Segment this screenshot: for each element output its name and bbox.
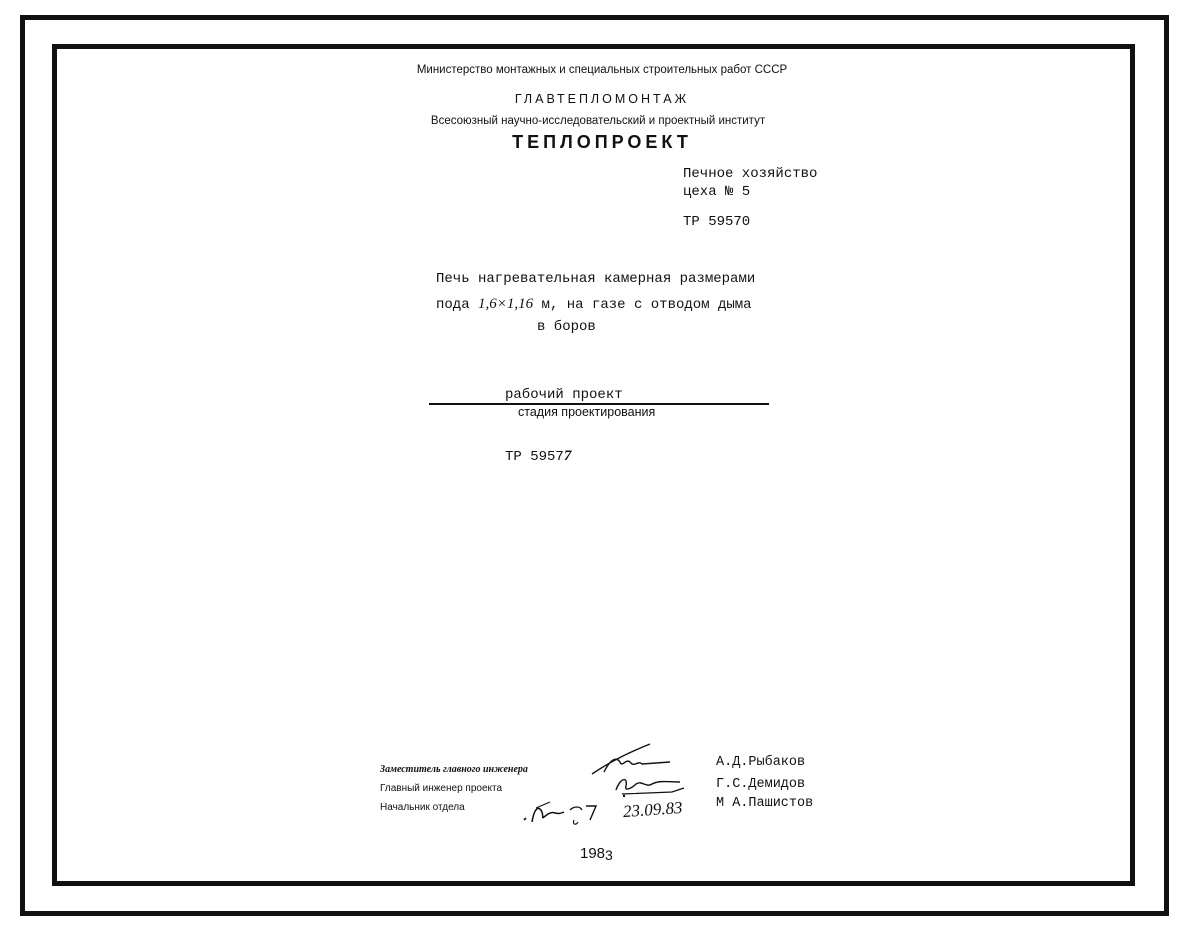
institute-name: ТЕПЛОПРОЕКТ bbox=[512, 132, 692, 152]
institute-description: Всесоюзный научно-исследовательский и проектный институт bbox=[430, 115, 766, 127]
title-line-2-suffix: м, на газе с отводом дыма bbox=[541, 297, 752, 313]
signature-demidov bbox=[612, 772, 692, 798]
name-demidov: Г.С.Демидов bbox=[716, 777, 806, 792]
role-deputy-chief-engineer: Заместитель главного инженера bbox=[380, 764, 528, 775]
role-department-head: Начальник отдела bbox=[380, 802, 465, 813]
title-line-2-prefix: пода bbox=[436, 297, 470, 313]
name-rybakov: А.Д.Рыбаков bbox=[716, 755, 806, 770]
year-suffix: 3 bbox=[605, 847, 613, 863]
album-code-digit: 7 bbox=[563, 448, 572, 464]
tp-code: ТР 59570 bbox=[683, 214, 751, 230]
ministry-line: Министерство монтажных и специальных строительных работ СССР bbox=[416, 64, 788, 76]
agency-line: ГЛАВТЕПЛОМОНТАЖ bbox=[514, 92, 690, 106]
year bbox=[580, 845, 613, 862]
album-code-prefix: ТР 5957 bbox=[505, 449, 564, 465]
stage-caption: стадия проектирования bbox=[518, 405, 656, 419]
hearth-size: 1,6×1,16 bbox=[478, 296, 534, 312]
name-pashistov: М А.Пашистов bbox=[716, 796, 814, 811]
facility-line-1: Печное хозяйство bbox=[683, 166, 818, 182]
stage-value: рабочий проект bbox=[505, 387, 623, 403]
role-chief-project-engineer: Главный инженер проекта bbox=[380, 783, 503, 794]
facility-line-2: цеха № 5 bbox=[683, 184, 751, 200]
signature-date: 23.09.83 bbox=[622, 797, 684, 822]
album-code bbox=[505, 448, 571, 465]
title-line-3: в боров bbox=[537, 319, 596, 335]
title-line-1: Печь нагревательная камерная размерами bbox=[436, 271, 756, 287]
year-prefix: 198 bbox=[580, 845, 606, 862]
title-line-2 bbox=[436, 296, 752, 313]
signature-pashistov bbox=[520, 796, 600, 830]
